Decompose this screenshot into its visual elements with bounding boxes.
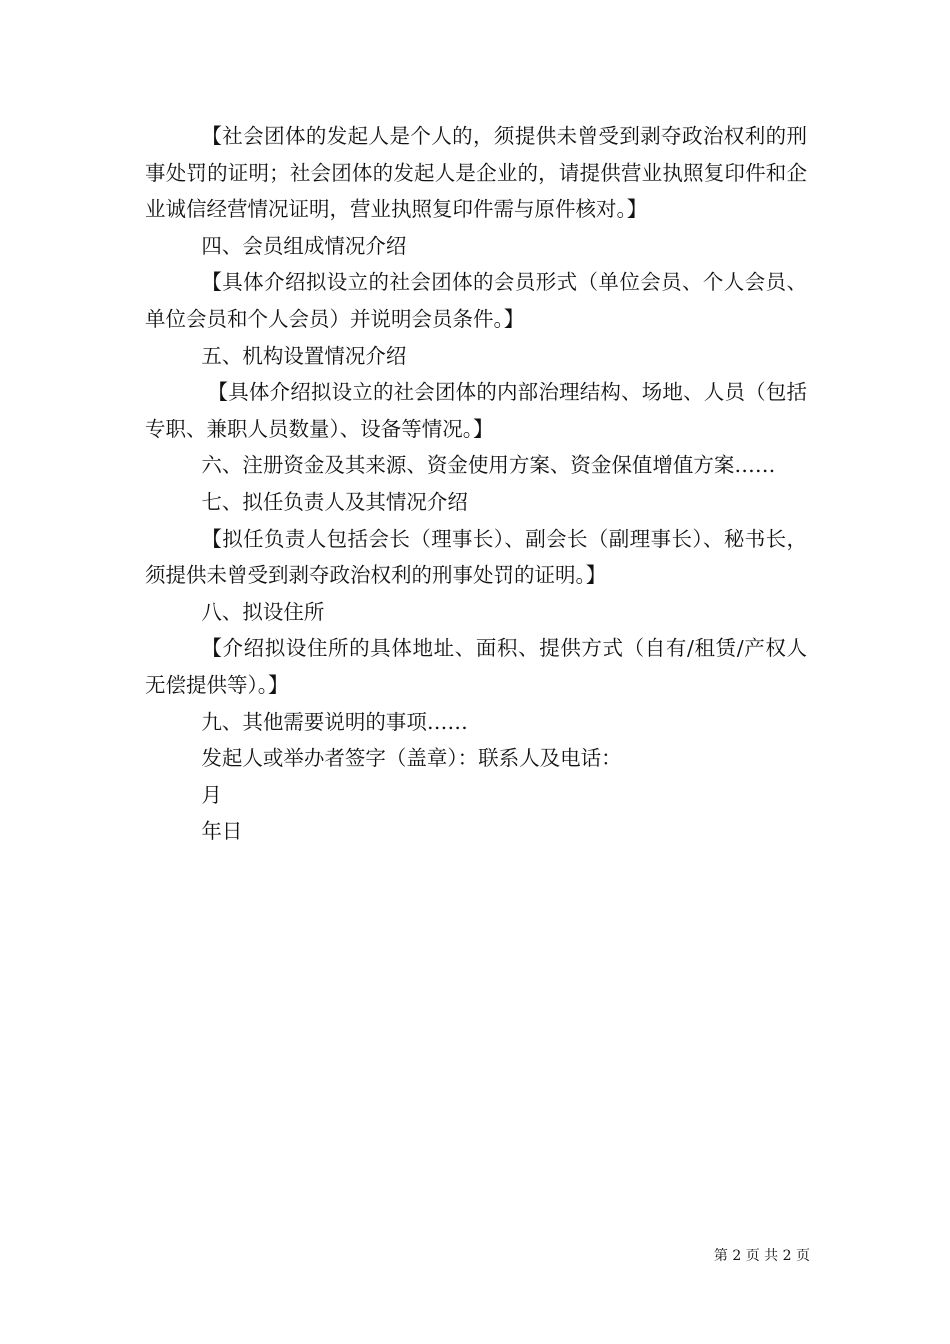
section-heading-other: 九、其他需要说明的事项……	[201, 709, 468, 734]
section-heading-members: 四、会员组成情况介绍	[201, 233, 407, 258]
section-heading-address: 八、拟设住所	[201, 599, 325, 624]
paragraph-member-description: 【具体介绍拟设立的社会团体的会员形式（单位会员、个人会员、单位会员和个人会员）并说明会员条件。】	[145, 270, 807, 331]
page-number: 第 2 页 共 2 页	[713, 1248, 810, 1264]
section-heading-leaders: 七、拟任负责人及其情况介绍	[201, 489, 468, 514]
signature-line: 发起人或举办者签字（盖章）：联系人及电话：	[201, 746, 622, 771]
paragraph-leaders-description: 【拟任负责人包括会长（理事长）、副会长（副理事长）、秘书长，须提供未曾受到剥夺政治权利的刑事处罚的证明。】	[145, 526, 807, 588]
date-month: 月	[201, 782, 222, 807]
document-body	[145, 118, 807, 850]
section-heading-funds: 六、注册资金及其来源、资金使用方案、资金保值增值方案……	[201, 453, 776, 478]
paragraph-structure-description: 【具体介绍拟设立的社会团体的内部治理结构、场地、人员（包括专职、兼职人员数量）、设备等情况。】	[145, 380, 807, 441]
paragraph-sponsor-requirements: 【社会团体的发起人是个人的，须提供未曾受到剥夺政治权利的刑事处罚的证明；社会团体的发起人是企业的，请提供营业执照复印件和企业诚信经营情况证明，营业执照复印件需与原件核对。】	[145, 124, 807, 222]
section-heading-structure: 五、机构设置情况介绍	[201, 343, 407, 368]
paragraph-address-description: 【介绍拟设住所的具体地址、面积、提供方式（自有/租赁/产权人无偿提供等）。】	[145, 636, 807, 697]
date-year-day: 年日	[201, 819, 243, 844]
